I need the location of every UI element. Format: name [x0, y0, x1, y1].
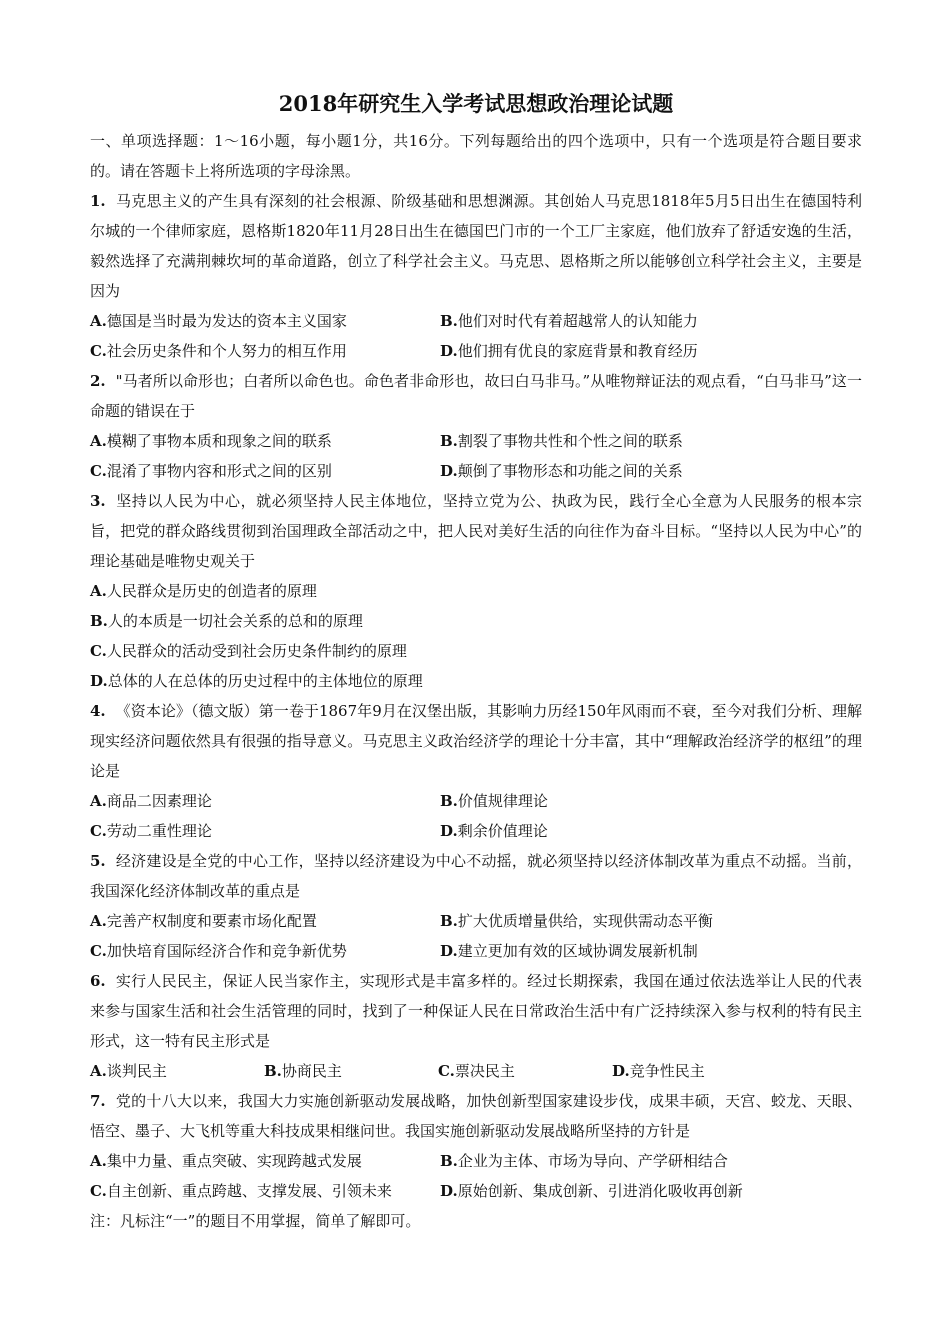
question-stem: 党的十八大以来，我国大力实施创新驱动发展战略，加快创新型国家建设步伐，成果丰硕，天宫、蛟龙、天眼、悟空、墨子、大飞机等重大科技成果相继问世。我国实施创新驱动发展战略所坚持的方针是	[90, 1092, 862, 1140]
question-stem: "马者所以命形也；白者所以命色也。命色者非命形也，故曰白马非马。”从唯物辩证法的观点看，“白马非马”这一命题的错误在于	[90, 372, 862, 420]
option-d: D.他们拥有优良的家庭背景和教育经历	[440, 342, 698, 360]
option-d: D. 总体的人在总体的历史过程中的主体地位的原理	[90, 672, 423, 690]
question-number: 6.	[90, 972, 106, 990]
question-6	[90, 966, 862, 1086]
option-b: B.企业为主体、市场为导向、产学研相结合	[440, 1152, 728, 1170]
question-4	[90, 696, 862, 846]
options-row	[90, 1176, 862, 1206]
option-d: D.原始创新、集成创新、引进消化吸收再创新	[440, 1182, 743, 1200]
option-b: B. 人的本质是一切社会关系的总和的原理	[90, 612, 363, 630]
question-3	[90, 486, 862, 696]
question-2	[90, 366, 862, 486]
option-b: B.他们对时代有着超越常人的认知能力	[440, 312, 698, 330]
options-row	[90, 426, 862, 456]
options-row	[90, 816, 862, 846]
question-stem: 《资本论》（德文版）第一卷于1867年9月在汉堡出版，其影响力历经150年风雨而不衰，至今对我们分析、理解现实经济问题依然具有很强的指导意义。马克思主义政治经济学的理论十分丰富，其中“理解政治经济学的枢纽”的理论是	[90, 702, 862, 780]
option-d: D.建立更加有效的区域协调发展新机制	[440, 942, 698, 960]
question-stem: 经济建设是全党的中心工作，坚持以经济建设为中心不动摇，就必须坚持以经济体制改革为重点不动摇。当前，我国深化经济体制改革的重点是	[90, 852, 862, 900]
option-c: C.加快培育国际经济合作和竞争新优势	[90, 942, 347, 960]
question-number: 5.	[90, 852, 106, 870]
question-5	[90, 846, 862, 966]
option-b: B.协商民主	[264, 1062, 342, 1080]
option-a: A.德国是当时最为发达的资本主义国家	[90, 312, 347, 330]
question-number: 3.	[90, 492, 106, 510]
options-row	[90, 1146, 862, 1176]
question-number: 2.	[90, 372, 106, 390]
question-1	[90, 186, 862, 366]
options-row	[90, 786, 862, 816]
option-d: D.剩余价值理论	[440, 822, 548, 840]
option-a: A.完善产权制度和要素市场化配置	[90, 912, 317, 930]
option-a: A. 人民群众是历史的创造者的原理	[90, 582, 317, 600]
options-row	[90, 906, 862, 936]
options-row	[90, 936, 862, 966]
option-d: D.颠倒了事物形态和功能之间的关系	[440, 462, 683, 480]
option-a: A.谈判民主	[90, 1062, 167, 1080]
option-c: C.票决民主	[438, 1062, 515, 1080]
option-c: C.劳动二重性理论	[90, 822, 212, 840]
question-stem: 实行人民民主，保证人民当家作主，实现形式是丰富多样的。经过长期探索，我国在通过依法选举让人民的代表来参与国家生活和社会生活管理的同时，找到了一种保证人民在日常政治生活中有广泛持续深入参与权利的特有民主形式，这一特有民主形式是	[90, 972, 862, 1050]
question-number: 4.	[90, 702, 106, 720]
question-7	[90, 1086, 862, 1206]
exam-title: 2018年研究生入学考试思想政治理论试题	[278, 91, 674, 116]
question-stem: 马克思主义的产生具有深刻的社会根源、阶级基础和思想渊源。其创始人马克思1818年5月5日出生在德国特利尔城的一个律师家庭，恩格斯1820年11月28日出生在德国巴门市的一个工厂主家庭，他们放弃了舒适安逸的生活，毅然选择了充满荆棘坎坷的革命道路，创立了科学社会主义。马克思、恩格斯之所以能够创立科学社会主义，主要是因为	[90, 192, 862, 300]
options-row	[90, 336, 862, 366]
options-row	[90, 456, 862, 486]
question-number: 7.	[90, 1092, 106, 1110]
question-number: 1.	[90, 192, 106, 210]
option-c: C. 人民群众的活动受到社会历史条件制约的原理	[90, 642, 407, 660]
option-c: C.自主创新、重点跨越、支撑发展、引领未来	[90, 1182, 392, 1200]
section-intro: 一、单项选择题：1～16小题，每小题1分，共16分。下列每题给出的四个选项中，只有一个选项是符合题目要求的。请在答题卡上将所选项的字母涂黑。	[90, 132, 863, 180]
option-c: C.社会历史条件和个人努力的相互作用	[90, 342, 347, 360]
exam-page	[90, 88, 862, 1236]
option-d: D.竞争性民主	[612, 1062, 705, 1080]
option-b: B.价值规律理论	[440, 792, 548, 810]
option-a: A.模糊了事物本质和现象之间的联系	[90, 432, 332, 450]
options-row	[90, 306, 862, 336]
option-b: B.割裂了事物共性和个性之间的联系	[440, 432, 683, 450]
option-a: A.商品二因素理论	[90, 792, 212, 810]
option-b: B.扩大优质增量供给，实现供需动态平衡	[440, 912, 713, 930]
option-a: A.集中力量、重点突破、实现跨越式发展	[90, 1152, 362, 1170]
option-c: C.混淆了事物内容和形式之间的区别	[90, 462, 332, 480]
footnote: 注：凡标注“一”的题目不用掌握，简单了解即可。	[90, 1212, 421, 1230]
question-stem: 坚持以人民为中心，就必须坚持人民主体地位，坚持立党为公、执政为民，践行全心全意为人民服务的根本宗旨，把党的群众路线贯彻到治国理政全部活动之中，把人民对美好生活的向往作为奋斗目标。“坚持以人民为中心”的理论基础是唯物史观关于	[90, 492, 862, 570]
options-row	[90, 1056, 862, 1086]
